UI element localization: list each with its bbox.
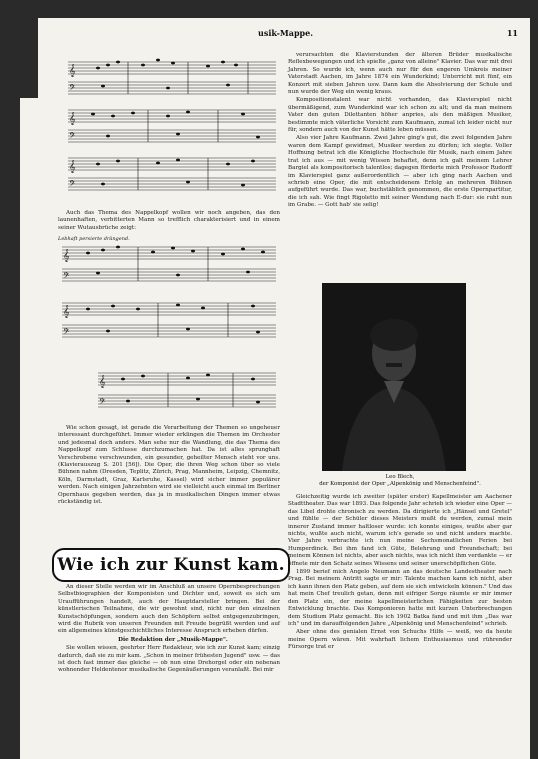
running-title: usik-Mappe. — [258, 28, 313, 38]
letter-opening: Sie wollen wissen, geehrter Herr Redakteur, wie ich zur Kunst kam; einzig dadurch, daß sie zu mir kam. „Schon in meiner frühesten Jugend" usw. — das ist doch fast immer das gleiche — ob nun eine Drehorgel oder ein nebenan wohnender Heldentenor musikalische Gegenäußerungen veranlaßt. Bei mir — [58, 645, 280, 674]
svg-text:𝄢: 𝄢 — [69, 180, 76, 191]
section-title: Wie ich zur Kunst kam. — [57, 555, 285, 575]
svg-text:𝄢: 𝄢 — [69, 132, 76, 143]
caption-name: Leo Blech, — [385, 474, 415, 480]
portrait-photo — [322, 283, 466, 471]
opera-discussion — [58, 425, 280, 507]
svg-text:𝄢: 𝄢 — [99, 398, 106, 409]
svg-text:𝄞: 𝄞 — [69, 160, 76, 173]
svg-text:𝄞: 𝄞 — [99, 375, 106, 388]
svg-text:𝄞: 𝄞 — [69, 112, 76, 125]
intro-paragraph: An dieser Stelle werden wir im Anschluß an unsere Opernbesprechungen Selbstbiographien der Komponisten und Dichter und, soweit es sich um Uraufführungen handelt, auch der Hauptdarsteller bringen. Bei der künstlerischen Teilnahme, die wir gewohnt sind, nicht nur den einzelnen Kunstschöpfungen, sondern auch den Schöpfern selbst entgegenzubringen, wird die Rubrik von unseren Freunden mit Freude begrüßt werden und auf ein allgemeines künstgeschichtliches Interesse Anspruch erheben dürfen. — [58, 584, 280, 635]
portrait-figure — [322, 283, 466, 471]
right-column-bottom — [288, 494, 512, 653]
paragraph: 1899 berief mich Angelo Neumann an das deutsche Landestheater nach Prag. Bei meinem Antritt sagte er mir: Talente machen kann ich nicht, aber ich kann ihnen den Platz geben, auf dem sie sich entwickeln können." Und das hat mein Chef treulich getan, denn mit eifriger Sorge räumte er mir immer den Platz ein, der meine kapellmeisterlichen Fähigkeiten zur besten Entwicklung brachte. Das Komponieren hatte mit kurzen Unterbrechungen dem Studium Platz gemacht. Bis ich 1902 Batka fand und mit ihm „Das war ich" und im darauffolgenden Jahre „Alpenkönig und Menschenfeind" schrieb. — [288, 569, 512, 627]
svg-text:𝄞: 𝄞 — [63, 249, 70, 262]
intro-to-theme — [58, 210, 280, 233]
svg-text:𝄞: 𝄞 — [63, 305, 70, 318]
section-banner — [52, 548, 290, 582]
page-number: 11 — [506, 28, 518, 38]
svg-text:𝄞: 𝄞 — [69, 64, 76, 77]
nappelkopf-theme-staff — [58, 243, 280, 423]
right-column-top — [288, 52, 512, 211]
theme-caption: Auch das Thema des Nappelkopf wollen wir noch angeben, das den launenhaften, verbitterten Mann so trefflich charakterisiert und in einem seiner Wutausbrüche zeigt: — [58, 210, 280, 231]
paragraph: Wie schon gesagt, ist gerade die Verarbeitung der Themen so ungeheuer interessant durchgeführt. Immer wieder erklingen die Themen im Orchester und jedesmal doch anders. Man sehe nur die Wandlung, die das Thema des Nappelkopf zum Schlusse durchzumachen hat. Da ist alles sprunghaft Verschrobene verschwunden, ein gesunder, geheilter Mensch steht vor uns. (Klavierauszug S. 201 [56]). Die Oper, die ihren Weg schon über so viele Bühnen nahm (Dresden, Teplitz, Zürich, Prag, Mannheim, Leipzig, Chemnitz, Köln, Darmstadt, Graz, Karlsruhe, Kassel) wird sicher immer populärer werden. Nach einigen Jahrzehnten wird sie vielleicht auch einmal im Berliner Opernhaus gegeben werden, das ja in musikalischen Dingen immer etwas rückständig ist. — [58, 425, 280, 506]
score-excerpt-1 — [58, 56, 280, 206]
paragraph: Gleichzeitig wurde ich zweiter (später erster) Kapellmeister am Aachener Stadttheater. Das war 1893. Das folgende Jahr schrieb ich wieder eine Oper — das Libel drohte chronisch zu werden. Da dirigierte ich „Hänsel und Gretel" und fühlte — der Schüler dieses Meisters mußt du werden, zumal mein innerer Zustand immer haltloser wurde: ich konnte einiges, wußte aber gar nichts, wußte auch nicht, warum ich's gerade so und nicht anders machte. Vier Jahre verbrachte ich nun meine Sechsmonatlichen Ferien bei Humperdinck. Bei ihm fand ich Güte, Belehrung und Freundschaft; bei meinem Können ist nichts, aber auch nichts, was ich nicht ihm verdankte — er öffnete mir den Schatz seines Wissens und seiner unerschöpflichen Güte. — [288, 494, 512, 567]
paragraph: Aber ohne des genialen Ernst von Schuchs Hilfe — weiß, wo da heute meine Opern wären. Mit wahrhaft lichem Enthusiasmus und rührender Fürsorge trat er — [288, 629, 512, 651]
paragraph: Also vier Jahre Kaufmann. Zwei Jahre ging's gut, die zwei folgenden Jahre waren dem Kampf gewidmet, Musiker werden zu dürfen; ich siegte. Voller Hoffnung betrat ich die Königliche Hochschule für Musik, nach einem Jahre trat ich aus — mit wenig Wissen behaftet, denn ich galt meinem Lehrer Bargiel als kompositorisch talentlos; dagegen förderte mich Professor Rudorff im Klavierspiel ganz außerordentlich — aber ich ging nach Aachen und schrieb eine Oper, die mit entscheidenem Erfolg an mehreren Bühnen aufgeführt wurde. Das war, buchstäblich genommen, die erste Opernpartitur, die ich sah. Wie fingt Rigoletto mit seiner Wendung nach E-dur: sie ruht nun im Grabe. — Gott hab' sie selig! — [288, 135, 512, 209]
paragraph: Kompositionstalent war nicht vorhanden, das Klavierspiel nicht übermäßigend, zum Wunderkind war ich schon zu alt; und da man meinem Vater den guten Dilettanten höher anpries, als den mäßigen Musiker, bestimmte mich väterliche Vorsicht zum Kaufmann, zumal ich leider nicht nur für, sondern auch von der Kunst hätte leben müssen. — [288, 97, 512, 134]
portrait-caption — [290, 474, 510, 488]
svg-text:𝄢: 𝄢 — [63, 272, 70, 283]
paragraph: verursachten die Klavierstunden der älteren Brüder musikalische Reflexbewegungen und ich spielte „ganz von alleine" Klavier. Das war mit drei Jahren. So wurde ich, wenn auch nur für den engeren Umkreis meiner Vaterstadt Aachen, im Jahre 1874 ein Wunderkind; Unterricht mit fünf, ein Konzert mit sieben Jahren usw. Dann kam die Absolvierung der Schule und nun wurde der Weg ein wenig kraus. — [288, 52, 512, 96]
editorial-signature: Die Redaktion der „Musik-Mappe". — [118, 636, 228, 643]
page-header — [250, 26, 520, 42]
svg-text:𝄢: 𝄢 — [63, 328, 70, 339]
caption-subtitle: der Komponist der Oper „Alpenkönig und Menschenfeind". — [319, 481, 481, 487]
torn-corner — [20, 18, 38, 98]
section-intro — [58, 584, 280, 676]
tempo-marking: Lebhaft persierte drängend. — [58, 236, 130, 242]
score-excerpt-2 — [58, 236, 280, 423]
music-staff-figure — [58, 56, 280, 206]
svg-text:𝄢: 𝄢 — [69, 84, 76, 95]
